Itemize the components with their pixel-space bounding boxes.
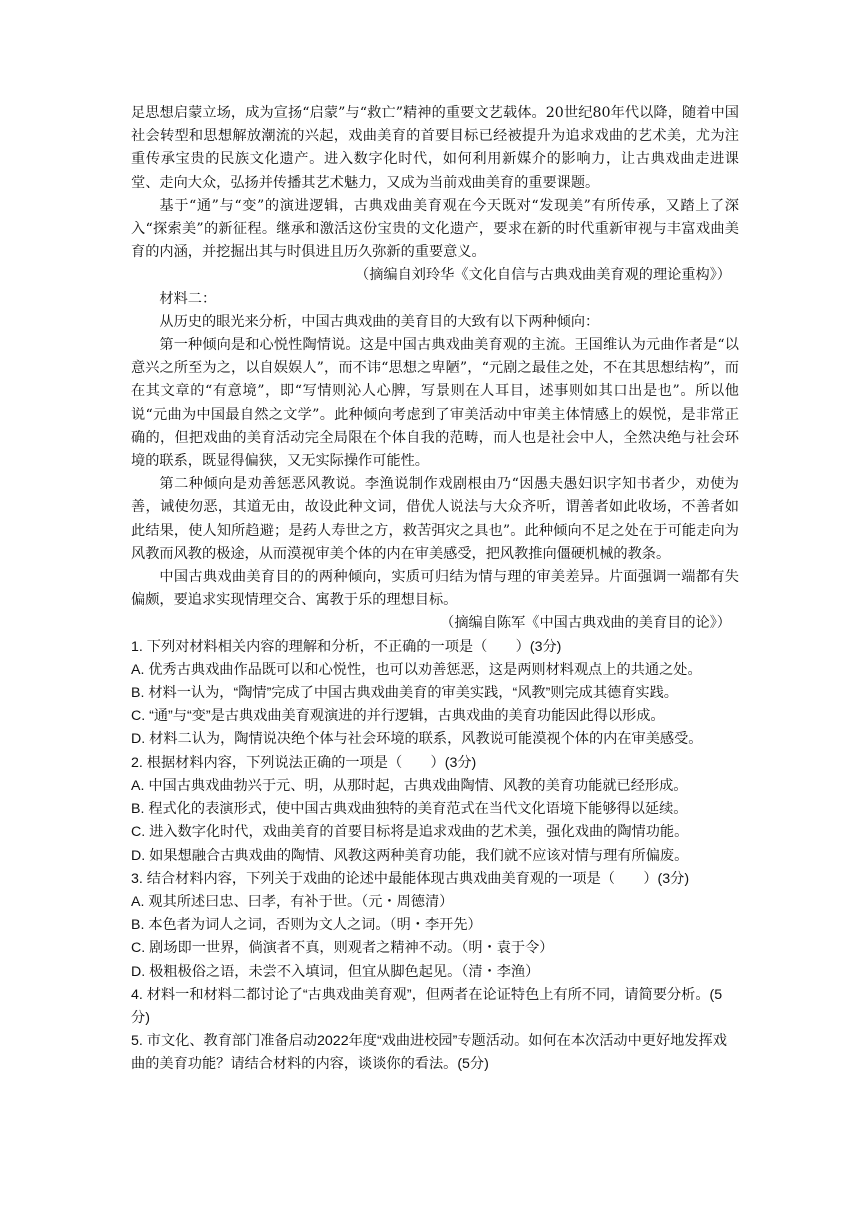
question-option: D. 如果想融合古典戏曲的陶情、风教这两种美育功能，我们就不应该对情与理有所偏废。 bbox=[131, 847, 689, 864]
passage2-paragraph-4: 中国古典戏曲美育目的的两种倾向，实质可归结为情与理的审美差异。片面强调一端都有失偏颇，要追求实现情理交合、寓教于乐的理想目标。 bbox=[131, 569, 739, 609]
question-2 bbox=[131, 752, 739, 868]
question-5 bbox=[131, 1030, 739, 1076]
passage2-paragraph-1: 从历史的眼光来分析，中国古典戏曲的美育目的大致有以下两种倾向： bbox=[159, 313, 600, 330]
passage2-paragraph-2: 第一种倾向是和心悦性陶情说。这是中国古典戏曲美育观的主流。王国维认为元曲作者是“以意兴之所至为之，以自娱娱人”，而不讳“思想之卑陋”，“元剧之最佳之处，不在其思想结构”，而在其文章的“有意境”，即“写情则沁人心脾，写景则在人耳目，述事则如其口出是也”。所以他说“元曲为中国最自然之文学”。此种倾向考虑到了审美活动中审美主体情感上的娱悦，是非常正确的，但把戏曲的美育活动完全局限在个体自我的范畴，而人也是社会中人，全然决绝与社会环境的联系，既显得偏狭，又无实际操作可能性。 bbox=[131, 337, 739, 470]
passage2-label: 材料二： bbox=[159, 290, 217, 307]
question-stem: 3. 结合材料内容，下列关于戏曲的论述中最能体现古典戏曲美育观的一项是（ ）(3分) bbox=[131, 870, 690, 887]
question-option: A. 中国古典戏曲勃兴于元、明，从那时起，古典戏曲陶情、风教的美育功能就已经形成。 bbox=[131, 777, 688, 794]
question-option: C. “通”与“变”是古典戏曲美育观演进的并行逻辑，古典戏曲的美育功能因此得以形成。 bbox=[131, 708, 665, 725]
question-4 bbox=[131, 984, 739, 1030]
passage1-paragraph-continued: 足思想启蒙立场，成为宣扬“启蒙”与“救亡”精神的重要文艺载体。20世纪80年代以降，随着中国社会转型和思想解放潮流的兴起，戏曲美育的首要目标已经被提升为追求戏曲的艺术美，尤为注重传承宝贵的民族文化遗产。进入数字化时代，如何利用新媒介的影响力，让古典戏曲走进课堂、走向大众，弘扬并传播其艺术魅力，又成为当前戏曲美育的重要课题。 bbox=[131, 105, 739, 191]
question-option: C. 进入数字化时代，戏曲美育的首要目标将是追求戏曲的艺术美，强化戏曲的陶情功能。 bbox=[131, 824, 689, 841]
question-option: D. 极粗极俗之语，未尝不入填词，但宜从脚色起见。（清・李渔） bbox=[131, 963, 540, 980]
question-option: A. 优秀古典戏曲作品既可以和心悦性，也可以劝善惩恶，这是两则材料观点上的共通之处。 bbox=[131, 661, 702, 678]
passage1-source: （摘编自刘玲华《文化自信与古典戏曲美育观的理论重构》） bbox=[355, 267, 731, 284]
page-content bbox=[131, 102, 739, 1077]
question-option: B. 程式化的表演形式，使中国古典戏曲独特的美育范式在当代文化语境下能够得以延续。 bbox=[131, 801, 688, 818]
question-option: B. 材料一认为，“陶情”完成了中国古典戏曲美育的审美实践，“风教”则完成其德育实践。 bbox=[131, 685, 678, 702]
question-option: A. 观其所述曰忠、曰孝，有补于世。（元・周德清） bbox=[131, 893, 454, 910]
question-stem: 2. 根据材料内容，下列说法正确的一项是（ ）(3分) bbox=[131, 754, 477, 771]
question-option: D. 材料二认为，陶情说决绝个体与社会环境的联系，风教说可能漠视个体的内在审美感受。 bbox=[131, 731, 703, 748]
question-1 bbox=[131, 636, 739, 752]
question-stem: 4. 材料一和材料二都讨论了“古典戏曲美育观”，但两者在论证特色上有所不同，请简要分析。(5分) bbox=[131, 986, 723, 1026]
passage2-source: （摘编自陈军《中国古典戏曲的美育目的论》） bbox=[440, 615, 731, 632]
question-stem: 1. 下列对材料相关内容的理解和分析，不正确的一项是（ ）(3分) bbox=[131, 638, 562, 655]
question-stem: 5. 市文化、教育部门准备启动2022年度“戏曲进校园”专题活动。如何在本次活动中更好地发挥戏曲的美育功能？请结合材料的内容，谈谈你的看法。(5分) bbox=[131, 1033, 727, 1073]
passage2-paragraph-3: 第二种倾向是劝善惩恶风教说。李渔说制作戏剧根由乃“因愚夫愚妇识字知书者少，劝使为善，诫使勿恶，其道无由，故设此种文词，借优人说法与大众齐听，谓善者如此收场，不善者如此结果，使人知所趋避；是药人寿世之方，救苦弭灾之具也”。此种倾向不足之处在于可能走向为风教而风教的极途，从而漠视审美个体的内在审美感受，把风教推向僵硬机械的教条。 bbox=[131, 476, 739, 562]
question-3 bbox=[131, 868, 739, 984]
question-option: B. 本色者为词人之词，否则为文人之词。（明・李开先） bbox=[131, 917, 482, 934]
passage1-paragraph-last: 基于“通”与“变”的演进逻辑，古典戏曲美育观在今天既对“发现美”有所传承，又踏上了深入“探索美”的新征程。继承和激活这份宝贵的文化遗产，要求在新的时代重新审视与丰富戏曲美育的内涵，并挖掘出其与时俱进且历久弥新的重要意义。 bbox=[131, 197, 739, 261]
question-option: C. 剧场即一世界，倘演者不真，则观者之精神不动。（明・袁于令） bbox=[131, 940, 554, 957]
